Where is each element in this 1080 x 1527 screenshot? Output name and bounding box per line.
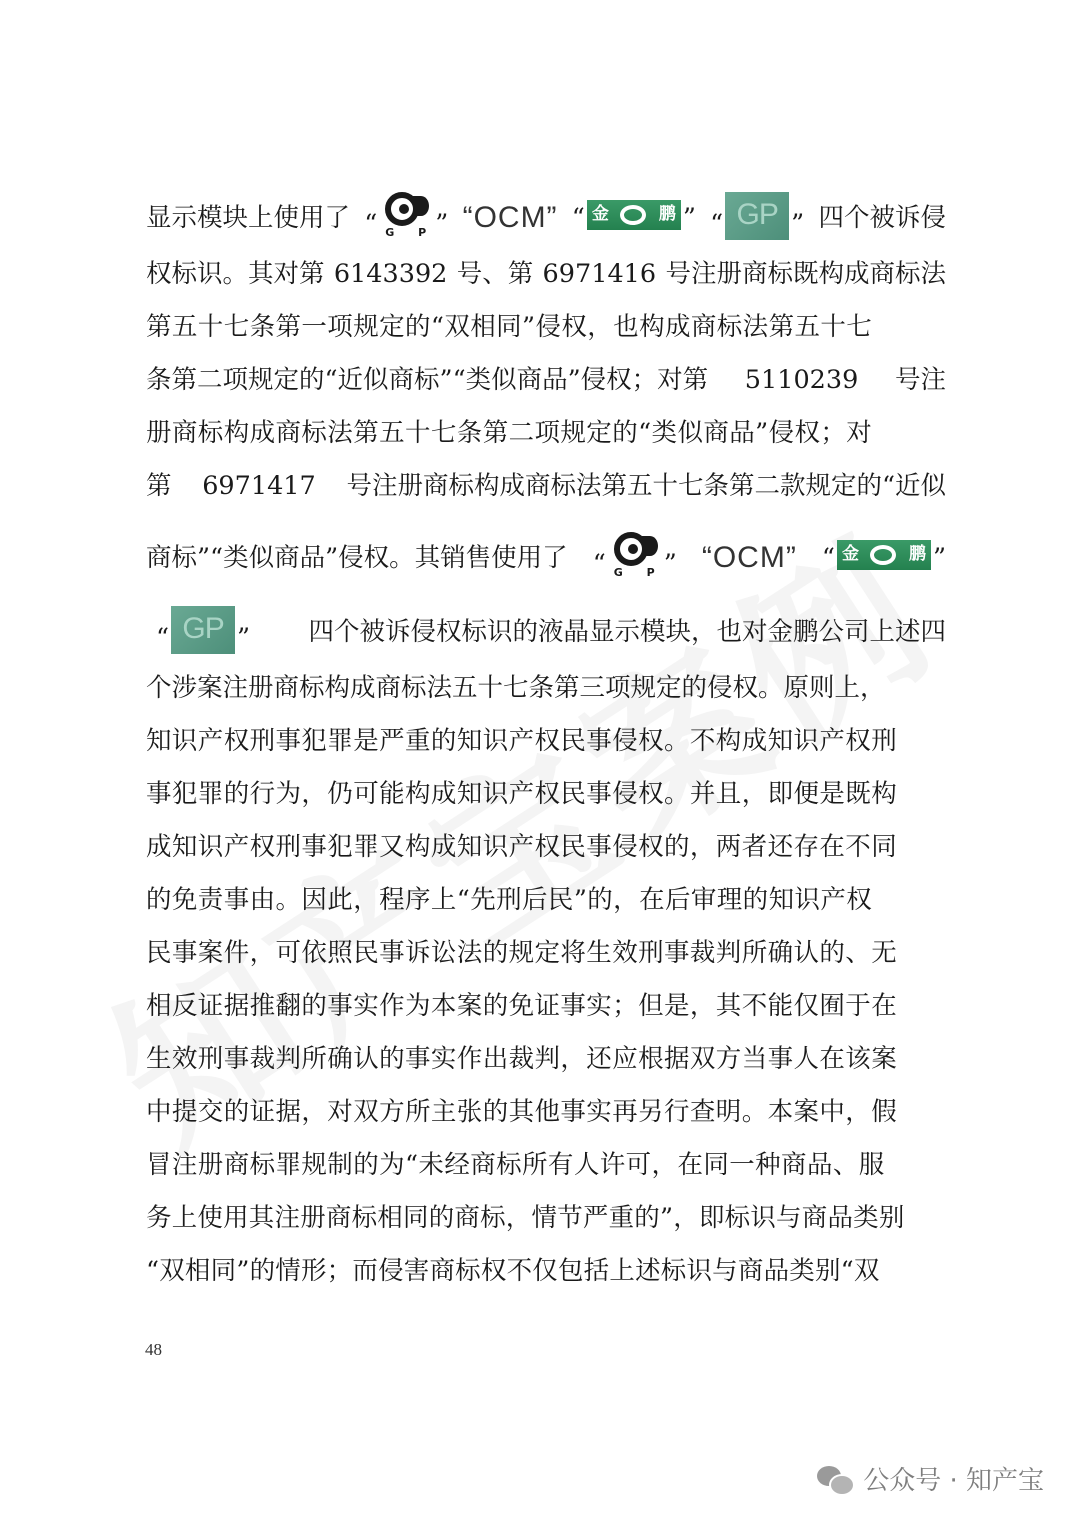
gp-green-logo-text: GP [736,198,778,231]
text-segment: 四个被诉侵 [818,203,946,233]
jin-peng-logo-icon [587,200,681,230]
text-segment: 号注 [894,365,946,395]
text-segment: 相反证据推翻的事实作为本案的免证事实；但是，其不能仅囿于在 [146,991,898,1021]
text-line-8 [156,612,946,652]
text-line-4 [146,360,946,400]
quote-open: “ [156,623,170,653]
quote-open: “ [592,549,606,579]
quote-open: “ [710,209,724,239]
quote-close: ” [663,549,677,579]
text-segment: 的免责事由。因此，程序上“先刑后民”的，在后审理的知识产权 [146,885,873,915]
text-line-3 [146,307,946,347]
logo-group-gp-green [156,606,250,658]
text-line-2 [146,254,946,294]
logo-group-gp-round [593,532,677,584]
text-line-6 [146,466,946,506]
gp-green-logo-text: GP [182,612,224,645]
gp-round-logo-icon [608,532,665,582]
text-line-1 [146,198,946,238]
gp-round-logo-letters: G P [613,566,665,579]
text-segment: 条第二项规定的“近似商标”“类似商品”侵权；对第 [146,365,709,395]
logo-group-gp-round [364,192,448,244]
text-segment: 权标识。其对第 [146,259,325,289]
text-line-14 [146,933,946,973]
registration-number: 5110239 [744,365,859,395]
text-segment: 号注册商标既构成商标法 [665,259,946,289]
text-line-17 [146,1092,946,1132]
text-line-20 [146,1251,946,1291]
gp-round-logo-icon [379,192,437,242]
text-segment: 商标”“类似商品”侵权。其销售使用了 [146,543,568,573]
text-segment: 知识产权刑事犯罪是严重的知识产权民事侵权。不构成知识产权刑 [146,726,898,756]
gp-round-logo-letters: G P [385,226,437,239]
text-segment: 第五十七条第一项规定的“双相同”侵权，也构成商标法第五十七 [146,312,873,342]
registration-number: 6971416 [542,259,657,289]
text-line-10 [146,721,946,761]
text-segment: 显示模块上使用了 [146,203,351,233]
quote-close: ” [682,203,696,233]
text-segment: 务上使用其注册商标相同的商标，情节严重的”，即标识与商品类别 [146,1203,905,1233]
registration-number: 6971417 [202,471,316,501]
quote-close: ” [435,209,449,239]
text-line-18 [146,1145,946,1185]
text-segment: 冒注册商标罪规制的为“未经商标所有人许可，在同一种商品、服 [146,1150,885,1180]
jin-peng-logo-right: 鹏 [658,204,676,224]
text-segment: 中提交的证据，对双方所主张的其他事实再另行查明。本案中，假 [146,1097,898,1127]
text-line-5 [146,413,946,453]
ocm-mark: “OCM” [462,201,558,234]
text-line-12 [146,827,946,867]
logo-group-jin-peng [822,538,946,578]
quote-open: “ [821,543,835,573]
logo-group-jin-peng [572,198,696,238]
text-segment: 号、第 [456,259,534,289]
text-segment: “双相同”的情形；而侵害商标权不仅包括上述标识与商品类别“双 [146,1256,880,1286]
text-segment: 民事案件，可依照民事诉讼法的规定将生效刑事裁判所确认的、无 [146,938,898,968]
text-segment: 号注册商标构成商标法第五十七条第二款规定的“近似 [346,471,946,501]
quote-open: “ [571,203,585,233]
text-segment: 成知识产权刑事犯罪又构成知识产权民事侵权的，两者还存在不同 [146,832,898,862]
quote-close: ” [932,543,946,573]
footer-label: 公众号 · 知产宝 [863,1466,1044,1496]
page-number: 48 [145,1340,162,1359]
text-segment: 第 [146,471,172,501]
text-segment: 事犯罪的行为，仍可能构成知识产权民事侵权。并且，即便是既构 [146,779,898,809]
gp-green-logo-icon [171,606,235,654]
text-line-16 [146,1039,946,1079]
text-line-7 [146,538,946,578]
text-line-11 [146,774,946,814]
jin-peng-logo-left: 金 [591,204,609,224]
logo-group-gp-green [710,192,804,244]
text-line-9: 个涉案注册商标构成商标法五十七条第三项规定的侵权。原则上， [146,673,886,703]
wechat-footer [817,1460,1044,1497]
text-segment: 册商标构成商标法第五十七条第二项规定的“类似商品”侵权；对 [146,418,873,448]
gp-green-logo-icon [725,192,789,240]
quote-close: ” [791,209,805,239]
text-line-13 [146,880,946,920]
text-segment: 生效刑事裁判所确认的事实作出裁判，还应根据双方当事人在该案 [146,1044,898,1074]
quote-open: “ [364,209,378,239]
jin-peng-logo-icon [837,540,931,570]
quote-close: ” [237,623,251,653]
text-line-15 [146,986,946,1026]
wechat-icon [817,1464,853,1494]
jin-peng-logo-right: 鹏 [908,544,926,564]
text-line-19 [146,1198,946,1238]
jin-peng-logo-left: 金 [841,544,859,564]
registration-number: 6143392 [333,259,448,289]
text-segment: 四个被诉侵权标识的液晶显示模块，也对金鹏公司上述四 [308,617,946,647]
ocm-mark: “OCM” [701,541,797,574]
